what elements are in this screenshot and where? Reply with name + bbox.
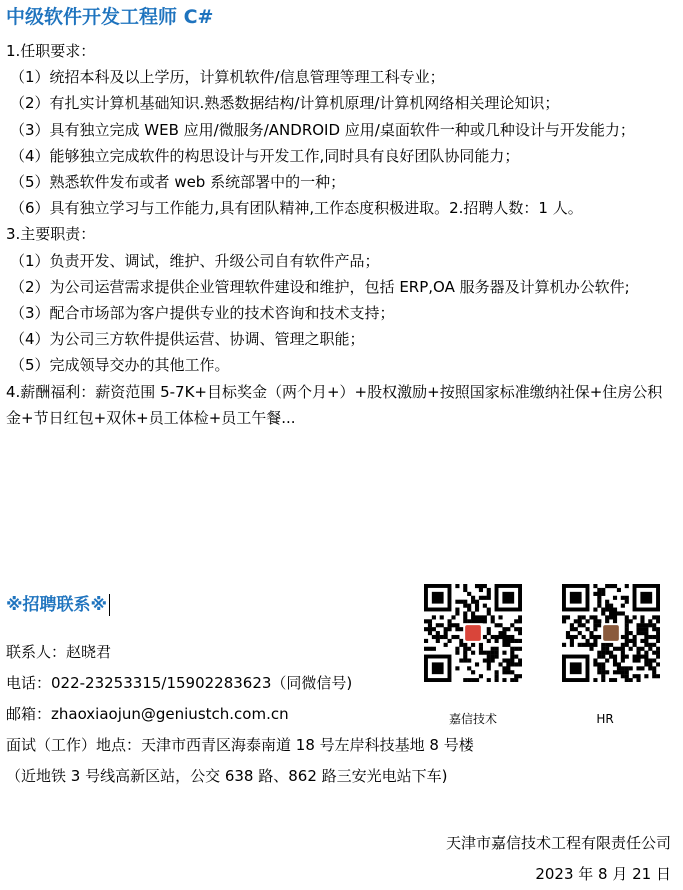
contact-person: 联系人：赵晓君 [6, 643, 112, 661]
requirement-item: （1）统招本科及以上学历，计算机软件/信息管理等理工科专业； [10, 68, 445, 87]
contact-heading [6, 592, 110, 618]
qr-caption-company: 嘉信技术 [448, 712, 497, 726]
transit-directions: （近地铁 3 号线高新区站，公交 638 路、862 路三安光电站下车) [6, 767, 448, 785]
qr-code-company [424, 584, 522, 682]
duty-item: （5）完成领导交办的其他工作。 [10, 356, 230, 375]
duty-item: （3）配合市场部为客户提供专业的技术咨询和技术支持； [10, 304, 395, 323]
duties-heading: 3.主要职责： [6, 225, 96, 244]
contact-phone: 电话：022-23253315/15902283623（同微信号) [6, 674, 353, 692]
qr-code-hr [562, 584, 660, 682]
posting-date: 2023 年 8 月 21 日 [535, 865, 671, 883]
qr-caption-hr: HR [596, 712, 614, 726]
qr-code-icon [424, 584, 522, 682]
text-cursor [109, 594, 110, 616]
requirement-item: （2）有扎实计算机基础知识.熟悉数据结构/计算机原理/计算机网络相关理论知识； [10, 94, 560, 113]
contact-email: 邮箱：zhaoxiaojun@geniustch.com.cn [6, 705, 289, 723]
requirement-item: （4）能够独立完成软件的构思设计与开发工作,同时具有良好团队协同能力； [10, 146, 520, 165]
page-title: 中级软件开发工程师 C# [6, 6, 214, 28]
benefits-text: 4.薪酬福利：薪资范围 5-7K+目标奖金（两个月+）+股权激励+按照国家标准缴纳社保+住房公积金+节日红包+双休+员工体检+员工午餐... [6, 382, 663, 427]
requirement-item: （3）具有独立完成 WEB 应用/微服务/ANDROID 应用/桌面软件一种或几种设计与开发能力； [10, 120, 635, 139]
requirement-item: （6）具有独立学习与工作能力,具有团队精神,工作态度积极进取。2.招聘人数：1 人。 [10, 199, 583, 218]
duty-item: （2）为公司运营需求提供企业管理软件建设和维护，包括 ERP,OA 服务器及计算机办公软件; [10, 277, 630, 296]
company-name: 天津市嘉信技术工程有限责任公司 [445, 834, 671, 852]
requirements-heading: 1.任职要求： [6, 42, 96, 60]
duty-item: （1）负责开发、调试，维护、升级公司自有软件产品； [10, 251, 380, 270]
job-description [6, 38, 674, 431]
duty-item: （4）为公司三方软件提供运营、协调、管理之职能； [10, 330, 365, 349]
interview-address: 面试（工作）地点：天津市西青区海泰南道 18 号左岸科技基地 8 号楼 [6, 736, 474, 754]
requirement-item: （5）熟悉软件发布或者 web 系统部署中的一种； [10, 173, 346, 192]
contact-heading-text: ※招聘联系※ [6, 595, 108, 615]
qr-code-icon [562, 584, 660, 682]
